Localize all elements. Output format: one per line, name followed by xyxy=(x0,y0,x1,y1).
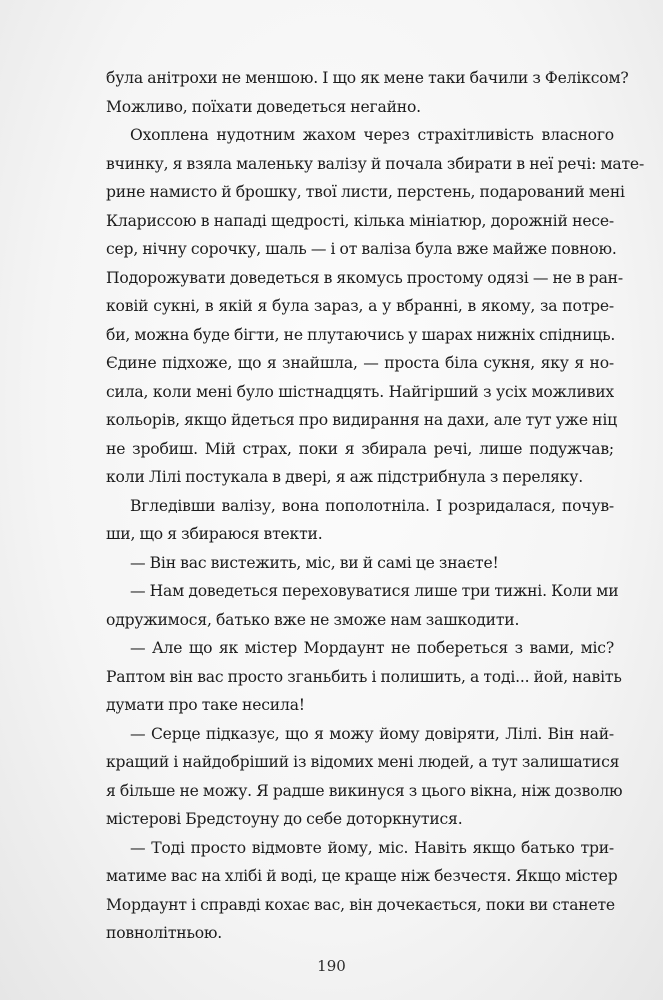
text-line: — Він вас вистежить, міс, ви й самі це знаєте! xyxy=(130,553,499,572)
text-line: містерові Бредстоуну до себе доторкнутися. xyxy=(106,810,463,828)
text-line: Раптом він вас просто зганьбить і полишить, а тоді... йой, навіть xyxy=(106,667,622,686)
text-line: була анітрохи не меншою. І що як мене таки бачили з Феліксом? xyxy=(106,69,629,87)
paragraph xyxy=(106,64,629,121)
text-line: — Нам доведеться переховуватися лише три тижні. Коли ми xyxy=(130,582,619,600)
text-line: сила, коли мені було шістнадцять. Найгірший з усіх можливих xyxy=(106,382,614,401)
text-line: Мордаунт і справді кохає вас, він дочекається, поки ви станете xyxy=(106,895,615,914)
text-line: думати про таке несила! xyxy=(106,696,305,714)
text-line: матиме вас на хлібі й воді, це краще ніж безчестя. Якщо містер xyxy=(106,867,618,885)
text-line: повнолітньою. xyxy=(106,924,223,942)
paragraph xyxy=(106,549,614,578)
text-line: — Тоді просто відмовте йому, міс. Навіть якщо батько три- xyxy=(130,838,614,857)
text-line: сер, нічну сорочку, шаль — і от валіза була вже майже повною. xyxy=(106,240,617,258)
text-line: би, можна буде бігти, не плутаючись у шарах нижніх спідниць. xyxy=(106,325,616,344)
paragraph xyxy=(106,121,645,492)
book-page-text xyxy=(106,64,645,948)
paragraph xyxy=(106,634,622,720)
text-line: Клариссою в нападі щедрості, кілька мініатюр, дорожній несе- xyxy=(106,211,614,230)
text-line: я більше не можу. Я радше викинуся з цього вікна, ніж дозволю xyxy=(106,781,623,800)
paragraph xyxy=(106,577,619,634)
text-line: кращий і найдобріший із відомих мені людей, а тут залишатися xyxy=(106,753,620,771)
paragraph xyxy=(106,834,618,948)
paragraph xyxy=(106,720,623,834)
text-line: Подорожувати доведеться в якомусь простому одязі — не в ран- xyxy=(106,268,623,287)
text-line: ковій сукні, в якій я була зараз, а у вбранні, в якому, за потре- xyxy=(106,297,614,315)
text-line: Єдине підхоже, що я знайшла, — проста біла сукня, яку я но- xyxy=(106,354,614,372)
text-line: ши, що я збираюся втекти. xyxy=(106,525,323,543)
page-number: 190 xyxy=(317,957,346,975)
text-line: Можливо, поїхати доведеться негайно. xyxy=(106,97,421,116)
text-line: Охоплена нудотним жахом через страхітливість власного xyxy=(130,126,614,144)
text-line: коли Лілі постукала в двері, я аж підстрибнула з переляку. xyxy=(106,468,584,486)
text-line: вчинку, я взяла маленьку валізу й почала збирати в неї речі: мате- xyxy=(106,154,645,173)
paragraph xyxy=(106,492,614,549)
text-line: не зробиш. Мій страх, поки я збирала речі, лише подужчав; xyxy=(106,439,614,458)
text-line: — Серце підказує, що я можу йому довіряти, Лілі. Він най- xyxy=(130,724,614,743)
text-line: кольорів, якщо йдеться про видирання на дахи, але тут уже ніц xyxy=(106,411,617,429)
text-line: рине намисто й брошку, твої листи, перстень, подарований мені xyxy=(106,183,625,201)
text-line: Вгледівши валізу, вона пополотніла. І розридалася, почув- xyxy=(130,496,614,515)
text-line: одружимося, батько вже не зможе нам зашкодити. xyxy=(106,610,520,629)
text-line: — Але що як містер Мордаунт не побереться з вами, міс? xyxy=(130,639,614,657)
